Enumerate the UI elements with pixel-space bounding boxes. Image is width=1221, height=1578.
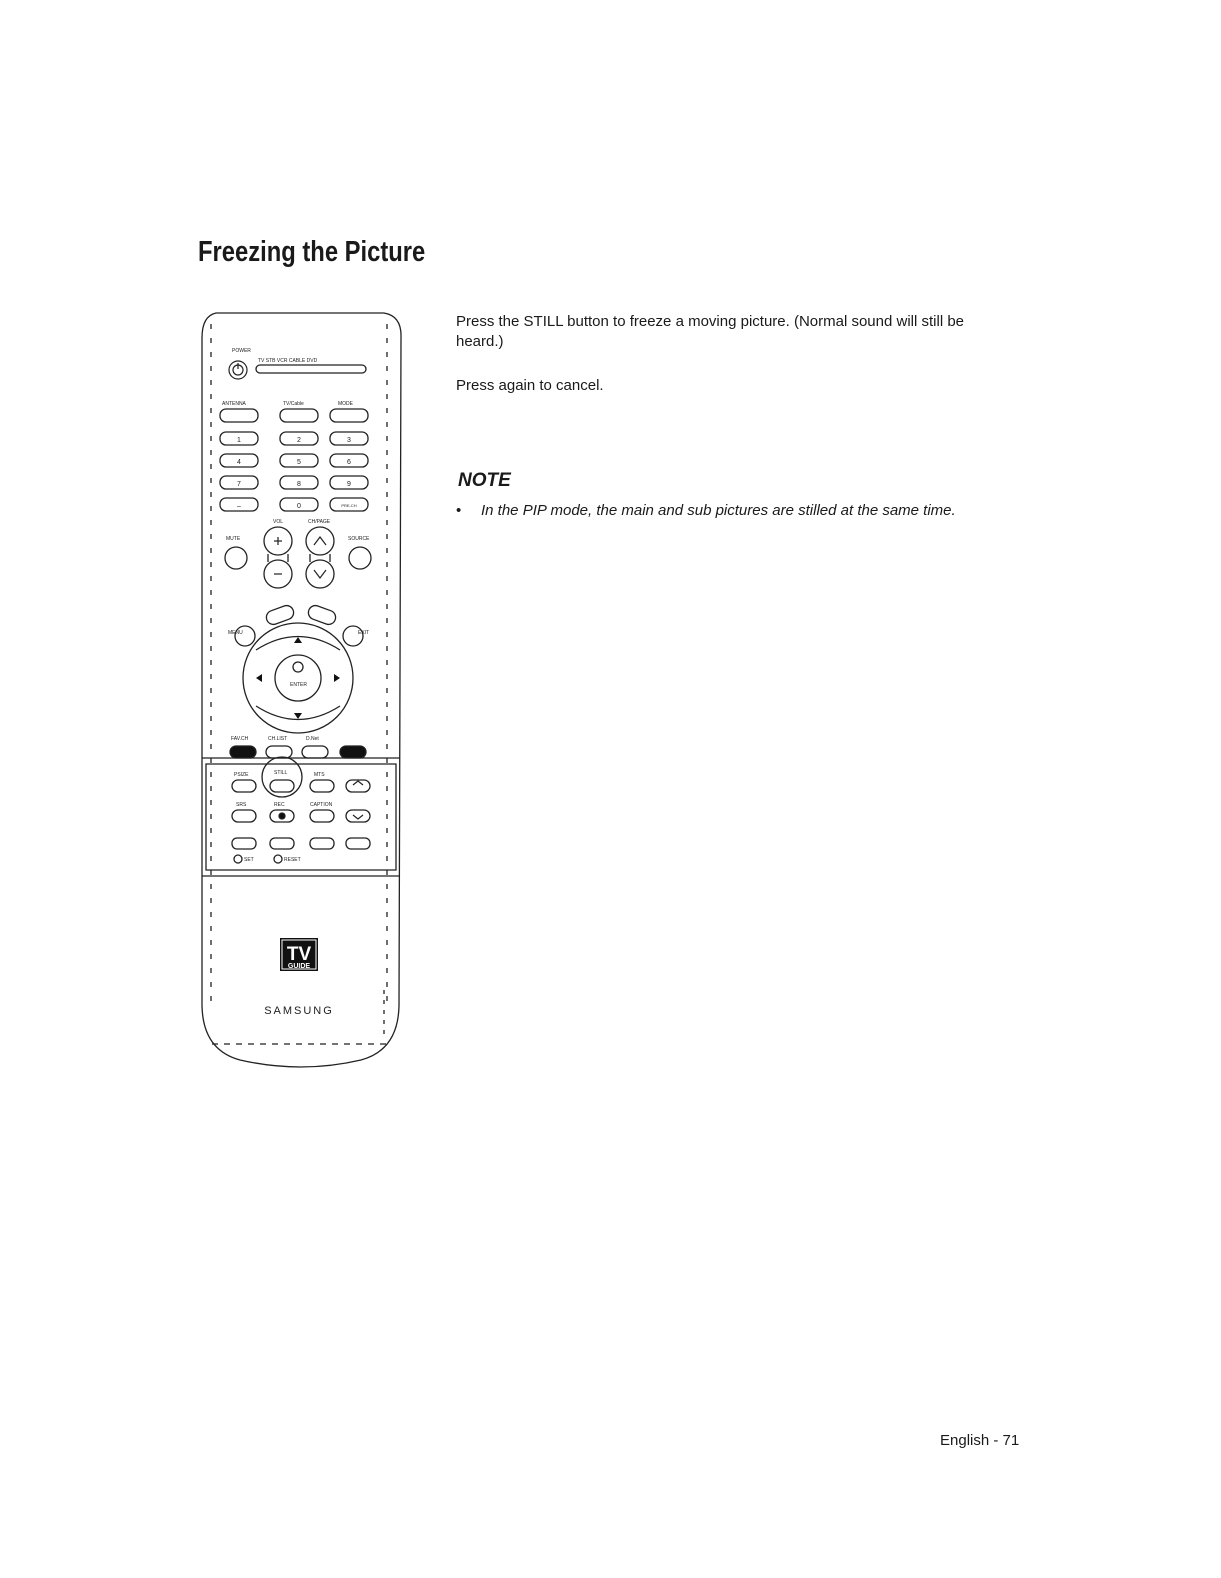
remote-key-1: 1 bbox=[237, 437, 241, 444]
remote-key-4: 4 bbox=[237, 459, 241, 466]
remote-brand-label: SAMSUNG bbox=[264, 1005, 334, 1017]
remote-ch-label: CH/PAGE bbox=[308, 519, 331, 525]
remote-key-3: 3 bbox=[347, 437, 351, 444]
instruction-paragraph-1: Press the STILL button to freeze a moving picture. (Normal sound will still be heard.) bbox=[456, 313, 965, 350]
tv-guide-logo-bottom: GUIDE bbox=[287, 963, 311, 970]
remote-source-label: SOURCE bbox=[348, 536, 370, 542]
page-footer: English - 71 bbox=[940, 1432, 1020, 1449]
remote-key-7: 7 bbox=[237, 481, 241, 488]
remote-antenna-label: ANTENNA bbox=[222, 401, 246, 407]
remote-control-illustration bbox=[198, 310, 404, 1072]
remote-mode-label: MODE bbox=[338, 401, 353, 407]
remote-psize-label: PSIZE bbox=[234, 772, 249, 778]
remote-tvcable-label: TV/Cable bbox=[283, 401, 304, 407]
remote-key-0: 0 bbox=[297, 503, 301, 510]
remote-mts-label: MTS bbox=[314, 772, 325, 778]
remote-mute-label: MUTE bbox=[226, 536, 241, 542]
remote-still-label: STILL bbox=[274, 770, 288, 776]
remote-mode-labels: TV STB VCR CABLE DVD bbox=[258, 358, 318, 364]
remote-vol-label: VOL bbox=[273, 519, 284, 525]
remote-key-prech: PRE-CH bbox=[341, 503, 357, 508]
remote-caption-label: CAPTION bbox=[310, 802, 333, 808]
remote-chlist-label: CH.LIST bbox=[268, 736, 288, 742]
remote-srs-label: SRS bbox=[236, 802, 247, 808]
remote-key-6: 6 bbox=[347, 459, 351, 466]
remote-key-8: 8 bbox=[297, 481, 301, 488]
remote-rec-label: REC bbox=[274, 802, 285, 808]
remote-menu-label: MENU bbox=[228, 630, 243, 636]
bullet-icon: • bbox=[456, 502, 462, 519]
page-title: Freezing the Picture bbox=[198, 236, 426, 268]
remote-favch-label: FAV.CH bbox=[231, 736, 249, 742]
note-heading: NOTE bbox=[458, 470, 511, 491]
instruction-paragraph-2: Press again to cancel. bbox=[456, 377, 604, 394]
remote-key-9: 9 bbox=[347, 481, 351, 488]
remote-key-2: 2 bbox=[297, 437, 301, 444]
remote-exit-label: EXIT bbox=[358, 630, 370, 636]
remote-set-label: SET bbox=[244, 857, 254, 863]
tv-guide-logo-top: TV bbox=[286, 944, 312, 965]
remote-key-dash: – bbox=[237, 503, 241, 510]
remote-power-label: POWER bbox=[232, 348, 251, 354]
remote-dnet-label: D.Net bbox=[306, 736, 319, 742]
remote-reset-label: RESET bbox=[284, 857, 301, 863]
note-item bbox=[456, 501, 1006, 521]
remote-enter-label: ENTER bbox=[290, 682, 307, 688]
note-list bbox=[456, 501, 1006, 521]
remote-key-5: 5 bbox=[297, 459, 301, 466]
note-item-text: In the PIP mode, the main and sub pictures are stilled at the same time. bbox=[481, 502, 956, 519]
